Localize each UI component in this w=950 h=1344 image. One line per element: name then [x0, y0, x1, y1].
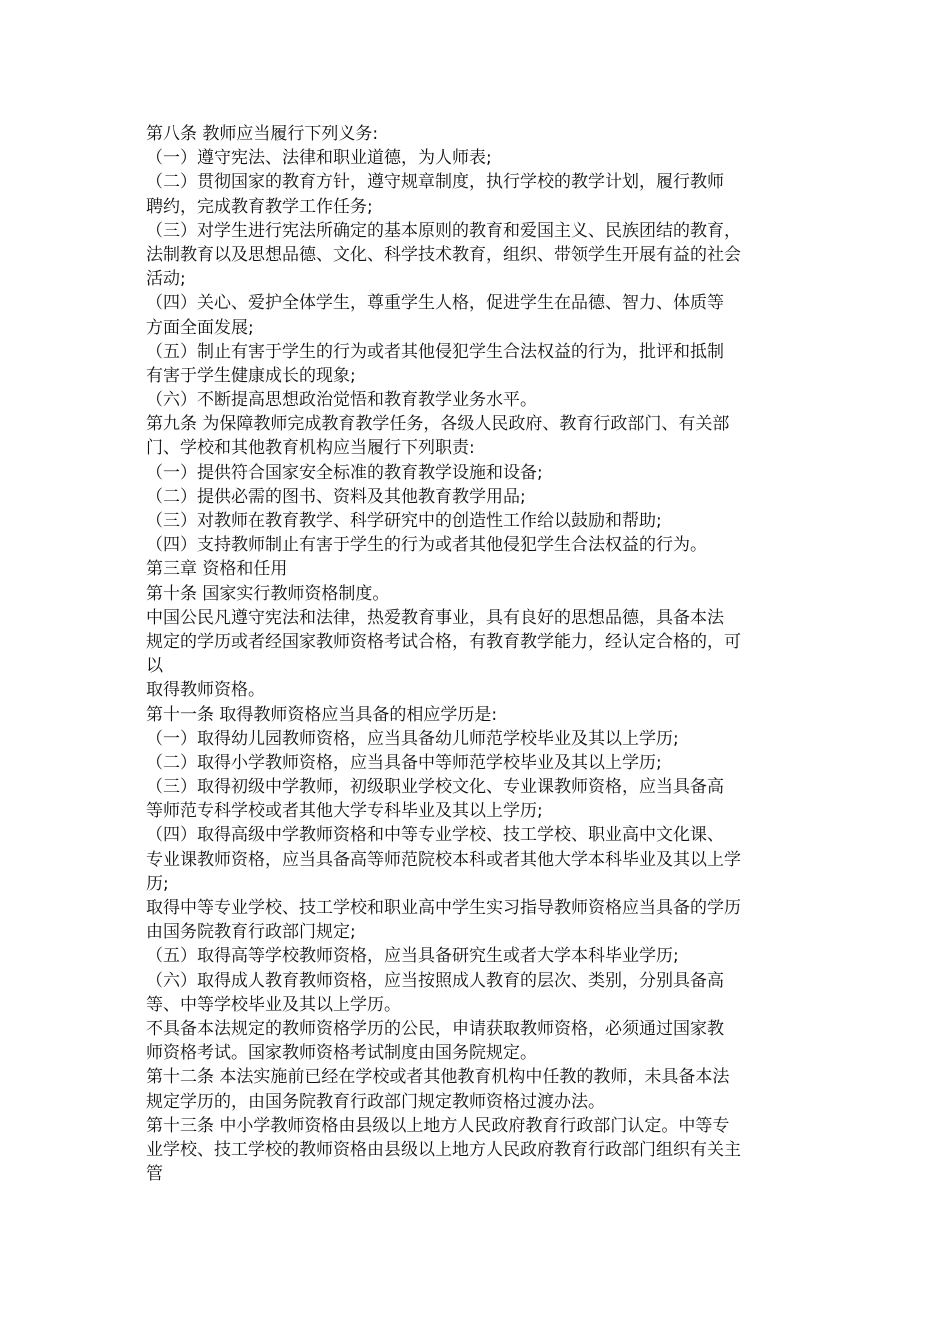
- text-line: 规定学历的，由国务院教育行政部门规定教师资格过渡办法。: [146, 1091, 605, 1112]
- text-line: 等师范专科学校或者其他大学专科毕业及其以上学历;: [146, 801, 543, 822]
- text-line: 不具备本法规定的教师资格学历的公民，申请获取教师资格，必须通过国家教: [146, 1018, 724, 1039]
- text-line: （六）不断提高思想政治觉悟和教育教学业务水平。: [146, 390, 537, 411]
- text-line: 中国公民凡遵守宪法和法律，热爱教育事业，具有良好的思想品德，具备本法: [146, 607, 724, 628]
- text-line: 活动;: [146, 269, 186, 290]
- text-line: 有害于学生健康成长的现象;: [146, 365, 356, 386]
- text-line: （四）支持教师制止有害于学生的行为或者其他侵犯学生合法权益的行为。: [146, 535, 707, 556]
- text-line: 第八条 教师应当履行下列义务:: [146, 124, 379, 144]
- text-line: （一）取得幼儿园教师资格，应当具备幼儿师范学校毕业及其以上学历;: [146, 728, 679, 749]
- text-line: 门、学校和其他教育机构应当履行下列职责:: [146, 438, 475, 459]
- text-line: （二）取得小学教师资格，应当具备中等师范学校毕业及其以上学历;: [146, 752, 662, 773]
- document-body: [146, 122, 814, 1186]
- text-line: （三）对教师在教育教学、科学研究中的创造性工作给以鼓励和帮助;: [146, 511, 662, 531]
- text-line: 由国务院教育行政部门规定;: [146, 922, 356, 943]
- text-line: 聘约，完成教育教学工作任务;: [146, 196, 373, 217]
- text-line: 等、中等学校毕业及其以上学历。: [146, 994, 401, 1015]
- text-line: 历;: [146, 873, 169, 894]
- text-line: 方面全面发展;: [146, 317, 254, 338]
- text-line: 取得中等专业学校、技工学校和职业高中学生实习指导教师资格应当具备的学历: [146, 898, 741, 918]
- text-line: 法制教育以及思想品德、文化、科学技术教育，组织、带领学生开展有益的社会: [146, 244, 741, 265]
- text-line: （二）贯彻国家的教育方针，遵守规章制度，执行学校的教学计划，履行教师: [146, 172, 724, 193]
- text-line: 第十一条 取得教师资格应当具备的相应学历是:: [146, 704, 498, 725]
- text-line: （一）提供符合国家安全标准的教育教学设施和设备;: [146, 462, 543, 483]
- text-line: 管: [146, 1164, 163, 1185]
- text-line: 第十条 国家实行教师资格制度。: [146, 583, 390, 604]
- text-line: （四）关心、爱护全体学生，尊重学生人格，促进学生在品德、智力、体质等: [146, 293, 724, 314]
- text-line: 业学校、技工学校的教师资格由县级以上地方人民政府教育行政部门组织有关主: [146, 1139, 741, 1160]
- text-line: 规定的学历或者经国家教师资格考试合格，有教育教学能力，经认定合格的，可: [146, 631, 741, 652]
- text-line: 第十三条 中小学教师资格由县级以上地方人民政府教育行政部门认定。中等专: [146, 1115, 730, 1136]
- text-line: （四）取得高级中学教师资格和中等专业学校、技工学校、职业高中文化课、: [146, 825, 724, 846]
- text-line: （三）对学生进行宪法所确定的基本原则的教育和爱国主义、民族团结的教育，: [146, 220, 741, 241]
- text-line: （二）提供必需的图书、资料及其他教育教学用品;: [146, 486, 526, 507]
- text-line: 取得教师资格。: [146, 680, 265, 701]
- text-line: 第九条 为保障教师完成教育教学任务，各级人民政府、教育行政部门、有关部: [146, 414, 730, 435]
- text-line: （六）取得成人教育教师资格，应当按照成人教育的层次、类别，分别具备高: [146, 970, 724, 991]
- text-line: 第三章 资格和任用: [146, 559, 288, 580]
- text-line: 专业课教师资格，应当具备高等师范院校本科或者其他大学本科毕业及其以上学: [146, 849, 741, 870]
- text-line: 师资格考试。国家教师资格考试制度由国务院规定。: [146, 1043, 537, 1064]
- text-line: （三）取得初级中学教师，初级职业学校文化、专业课教师资格，应当具备高: [146, 777, 724, 798]
- text-line: （一）遵守宪法、法律和职业道德，为人师表;: [146, 148, 492, 169]
- text-line: （五）取得高等学校教师资格，应当具备研究生或者大学本科毕业学历;: [146, 946, 679, 967]
- text-line: （五）制止有害于学生的行为或者其他侵犯学生合法权益的行为，批评和抵制: [146, 341, 724, 362]
- text-line: 第十二条 本法实施前已经在学校或者其他教育机构中任教的教师，未具备本法: [146, 1067, 730, 1088]
- text-line: 以: [146, 656, 163, 677]
